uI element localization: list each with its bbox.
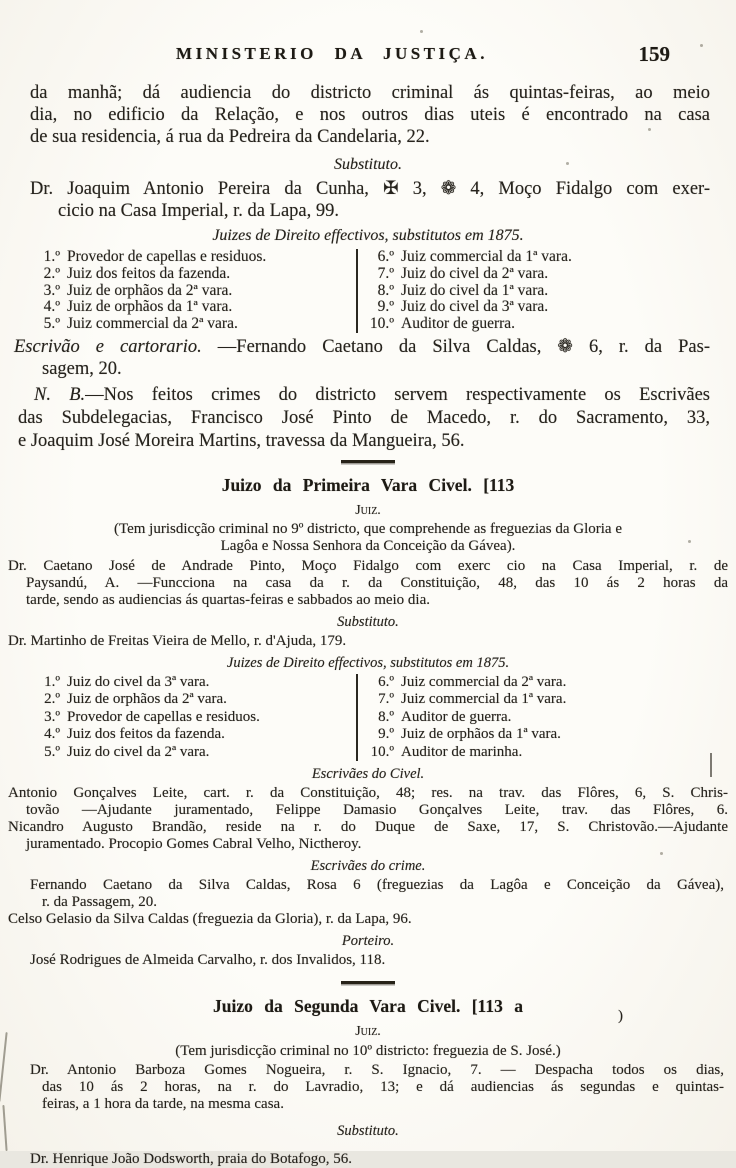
text-line: e Joaquim José Moreira Martins, travessa da Mangueira, 56. [18,430,465,451]
escrivaes-civel-heading: Escrivães do Civel. [311,766,425,783]
scan-artifact [710,753,712,777]
escrivao-cartorario-paragraph [0,336,736,380]
item-label: Juiz de orphãos da 2ª vara. [67,691,227,708]
item-label: Auditor de guerra. [401,315,516,333]
item-label: Juiz commercial da 2ª vara. [67,315,238,333]
text-line: Dr. Caetano José de Andrade Pinto, Moço Fidalgo com exerc cio na Casa Imperial, r. de [8,557,728,574]
list-item [28,299,356,316]
list-item [28,316,356,333]
list-item [28,744,356,761]
item-number: 1.º [44,673,60,690]
text-line: dia, no edificio da Relação, e nos outros dias uteis é encontrado na casa [30,105,710,125]
item-number: 7.º [377,264,394,282]
item-label: Provedor de capellas e residuos. [67,708,260,725]
juiz-heading: Juiz. [355,502,381,518]
item-label: Juiz dos feitos da fazenda. [67,264,231,282]
nb-lead: N. B. [34,384,86,405]
list-column-left [0,249,356,333]
escrivaes-crime-paragraph [0,877,736,928]
item-label: Juiz do civel da 3ª vara. [401,298,549,316]
item-label: Juiz do civel da 1ª vara. [401,281,549,299]
item-number: 3.º [44,708,60,725]
porteiro-heading: Porteiro. [341,933,395,950]
list-item [362,709,736,726]
judges-list-1 [0,249,736,333]
item-number: 2.º [43,264,60,282]
item-number: 6.º [378,673,394,690]
list-item [362,266,736,283]
list-column-right [356,249,736,333]
list-item [362,744,736,761]
item-number: 5.º [43,315,60,333]
juizes-heading: Juizes de Direito effectivos, substitutos em 1875. [226,654,510,671]
judges-list-2 [0,674,736,761]
juizes-heading: Juizes de Direito effectivos, substitutos em 1875. [212,227,524,244]
item-number: 4.º [43,298,60,316]
text-line: Antonio Gonçalves Leite, cart. r. da Constituição, 48; res. na trav. das Flôres, 6, S. Chris- [8,785,728,802]
stray-paren-mark: ) [618,1008,623,1024]
item-number: 7.º [378,691,394,708]
list-item [28,709,356,726]
item-number: 8.º [377,281,394,299]
escrivaes-civel-paragraph [0,785,736,853]
list-column-left [0,674,356,761]
escrivao-rest: —Fernando Caetano da Silva Caldas, ❁ 6, r. da Pas- [201,336,711,357]
text-line: r. da Passagem, 20. [42,894,157,911]
text-line: Dr. Joaquim Antonio Pereira da Cunha, ✠ 3, ❁ 4, Moço Fidalgo com exer- [30,179,710,199]
text-line [18,384,710,407]
list-item [362,299,736,316]
text-line: José Rodrigues de Almeida Carvalho, r. dos Invalidos, 118. [30,952,386,969]
item-label: Juiz do civel da 2ª vara. [67,743,210,760]
judge-paragraph-barboza [0,1062,736,1113]
substituto-heading: Substituto. [337,613,399,630]
nb-rest: —Nos feitos crimes do districto servem respectivamente os Escrivães [85,384,711,405]
list-item [362,691,736,708]
substitute-entry-martinho [0,633,736,650]
jurisdiction-note [0,1043,736,1060]
item-label: Juiz do civel da 3ª vara. [67,673,210,690]
item-number: 9.º [377,298,394,316]
item-number: 10.º [370,743,394,760]
text-line: Nicandro Augusto Brandão, reside na r. do Duque de Saxe, 17, S. Christovão.—Ajudante [8,819,728,836]
text-line: Celso Gelasio da Silva Caldas (freguezia da Gloria), r. da Lapa, 96. [8,911,412,928]
item-number: 2.º [44,691,60,708]
escrivao-lead: Escrivão e cartorario. [14,336,202,357]
item-label: Provedor de capellas e residuos. [67,248,267,265]
scan-artifact [566,162,569,165]
section-title-primeira-vara: Juizo da Primeira Vara Civel. [113 [221,474,515,495]
nb-paragraph [0,384,736,453]
porteiro-entry [0,952,736,969]
item-label: Juiz dos feitos da fazenda. [67,726,225,743]
item-label: Juiz commercial da 1ª vara. [401,691,567,708]
item-label: Juiz do civel da 2ª vara. [401,264,549,282]
text-line [14,336,710,358]
text-line: Dr. Antonio Barboza Gomes Nogueira, r. S. Ignacio, 7. — Despacha todos os dias, [30,1062,724,1079]
jurisdiction-note [0,521,736,555]
list-item [362,674,736,691]
scan-artifact [420,30,423,33]
judge-entry-joaquim [0,178,736,222]
page-header [0,0,736,70]
text-line: feiras, a 1 hora da tarde, na mesma casa. [42,1096,284,1113]
item-label: Juiz commercial da 1ª vara. [401,248,572,265]
scan-artifact [700,44,703,47]
substituto-heading: Substituto. [337,1123,399,1140]
substitute-entry-henrique [0,1151,736,1168]
list-item [362,726,736,743]
text-line: tovão —Ajudante juramentado, Felippe Damasio Gonçalves Leite, trav. das Flôres, 6. [26,802,728,819]
text-line: Lagôa e Nossa Senhora da Conceição da Gávea). [220,537,516,554]
text-line: da manhã; dá audiencia do districto criminal ás quintas-feiras, ao meio [30,83,710,103]
page-number: 159 [638,42,670,66]
text-line: de sua residencia, á rua da Pedreira da Candelaria, 22. [30,127,430,147]
item-number: 4.º [44,726,60,743]
section-divider [341,460,395,463]
text-line: sagem, 20. [42,358,122,379]
text-line: Dr. Martinho de Freitas Vieira de Mello, r. d'Ajuda, 179. [8,632,347,649]
item-number: 1.º [43,248,60,265]
intro-paragraph [0,82,736,148]
item-number: 8.º [378,708,394,725]
item-number: 10.º [369,315,394,333]
page-title: MINISTERIO DA JUSTIÇA. [176,44,488,63]
judge-paragraph-caetano [0,558,736,609]
list-column-right [356,674,736,761]
item-label: Juiz de orphãos da 1ª vara. [67,298,233,316]
text-line: Dr. Henrique João Dodsworth, praia do Botafogo, 56. [30,1151,353,1168]
substituto-heading: Substituto. [333,156,402,173]
text-line: juramentado. Procopio Gomes Cabral Velho, Nictheroy. [26,836,362,853]
list-item [28,726,356,743]
item-label: Juiz commercial da 2ª vara. [401,673,567,690]
section-title-segunda-vara: Juizo da Segunda Vara Civel. [113 a [213,996,523,1017]
list-item [28,266,356,283]
text-line: (Tem jurisdicção criminal no 9º districto, que comprehende as freguezias da Gloria e [114,520,622,537]
text-line: Fernando Caetano da Silva Caldas, Rosa 6 (freguezias da Lagôa e Conceição da Gávea), [30,877,724,894]
text-line: (Tem jurisdicção criminal no 10º districto: freguezia de S. José.) [175,1043,561,1060]
item-label: Juiz de orphãos da 2ª vara. [67,281,233,299]
list-item [362,316,736,333]
text-line: tarde, sendo as audiencias ás quartas-feiras e sabbados ao meio dia. [26,591,431,608]
list-item [28,283,356,300]
scan-artifact [660,852,663,855]
text-line: das 10 ás 2 horas, na r. do Lavradio, 13; e dá audiencias ás segundas e quintas- [42,1079,724,1096]
item-label: Auditor de guerra. [401,708,512,725]
text-line: das Subdelegacias, Francisco José Pinto de Macedo, r. do Sacramento, 33, [18,407,710,428]
list-item [28,249,356,266]
item-number: 5.º [44,743,60,760]
item-number: 6.º [377,248,394,265]
item-number: 3.º [43,281,60,299]
escrivaes-crime-heading: Escrivães do crime. [310,858,426,875]
section-divider [341,981,395,984]
scan-artifact [648,128,651,131]
item-number: 9.º [378,726,394,743]
list-item [28,691,356,708]
list-item [362,249,736,266]
item-label: Auditor de marinha. [401,743,523,760]
scan-artifact [688,540,691,543]
text-line: Paysandú, A. —Funcciona na casa da r. da Constituição, 48, das 10 ás 2 horas da [26,574,728,591]
text-line: cicio na Casa Imperial, r. da Lapa, 99. [58,201,339,221]
juiz-heading: Juiz. [355,1024,381,1040]
item-label: Juiz de orphãos da 1ª vara. [401,726,561,743]
list-item [362,283,736,300]
list-item [28,674,356,691]
